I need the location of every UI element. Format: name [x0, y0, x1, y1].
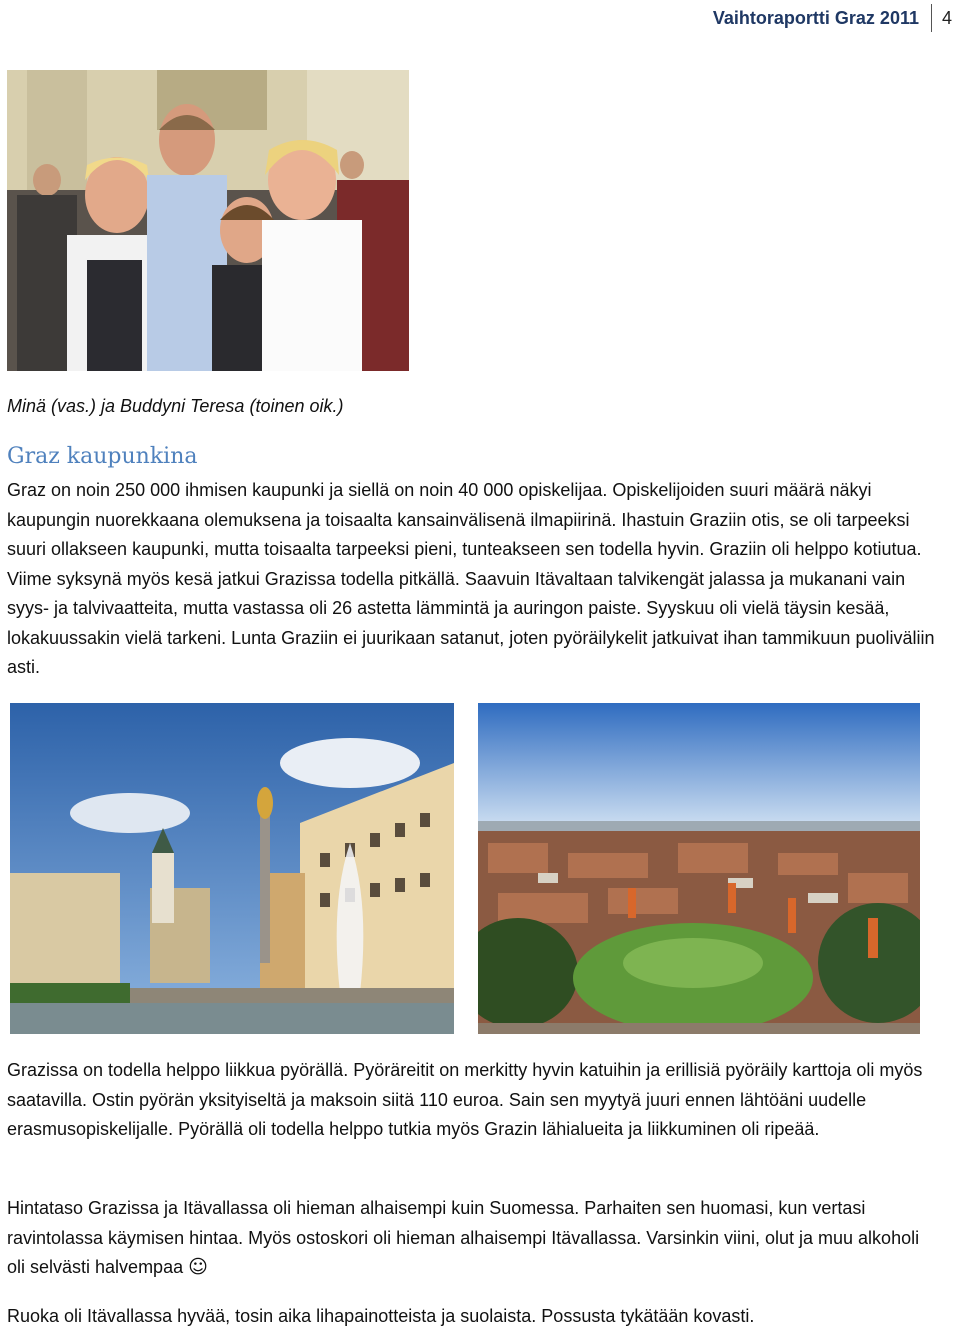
paragraph-prices — [7, 1194, 942, 1283]
photo-caption: Minä (vas.) ja Buddyni Teresa (toinen oik.) — [7, 396, 344, 416]
section-heading: Graz kaupunkina — [7, 444, 198, 469]
page-number: 4 — [941, 7, 952, 28]
city-view-photo — [478, 703, 920, 1034]
smiley-icon: ☺ — [188, 1256, 208, 1278]
city-square-photo — [10, 703, 454, 1034]
people-photo — [7, 70, 409, 371]
paragraph-city: Graz on noin 250 000 ihmisen kaupunki ja siellä on noin 40 000 opiskelijaa. Opiskelijoiden suuri määrä näkyi kaupungin nuorekkaana olemuksena ja toisaalta kansainvälisenä ilmapiirinä. Ihastuin Graziin otis, se oli tarpeeksi suuri ollakseen kaupunki, mutta toisaalta tarpeeksi pieni, tunteakseen sen todella hyvin. Graziin oli helppo kotiutua. Viime syksynä myös kesä jatkui Grazissa todella pitkällä. Saavuin Itävaltaan talvikengät jalassa ja mukanani vain syys- ja talvivaatteita, mutta vastassa oli 26 astetta lämmintä ja auringon paiste. Syyskuu oli vielä täysin kesää, lokakuussakin vielä tarkeni. Lunta Graziin ei juurikaan satanut, joten pyöräilykelit jatkuivat ihan tammikuun puoliväliin asti. — [7, 480, 935, 677]
header-divider — [931, 4, 932, 32]
paragraph-prices-text: Hintataso Grazissa ja Itävallassa oli hieman alhaisempi kuin Suomessa. Parhaiten sen huomasi, kun vertasi ravintolassa käymisen hintaa. Myös ostoskori oli hieman alhaisempi Itävallassa. Varsinkin viini, olut ja muu alkoholi oli selvästi halvempaa — [7, 1198, 920, 1277]
paragraph-food: Ruoka oli Itävallassa hyvää, tosin aika lihapainotteista ja suolaista. Possusta tykätään kovasti. — [7, 1306, 755, 1326]
document-title: Vaihtoraportti Graz 2011 — [712, 7, 919, 28]
paragraph-cycling: Grazissa on todella helppo liikkua pyörällä. Pyöräreitit on merkitty hyvin katuihin ja erillisiä pyöräily karttoja oli myös saatavilla. Ostin pyörän yksityiseltä ja maksoin siitä 110 euroa. Sain sen myytyä juuri ennen lähtöäni uudelle erasmusopiskelijalle. Pyörällä oli todella helppo tutkia myös Grazin lähialueita ja liikkuminen oli ripeää. — [7, 1060, 923, 1139]
page-header — [713, 4, 952, 32]
